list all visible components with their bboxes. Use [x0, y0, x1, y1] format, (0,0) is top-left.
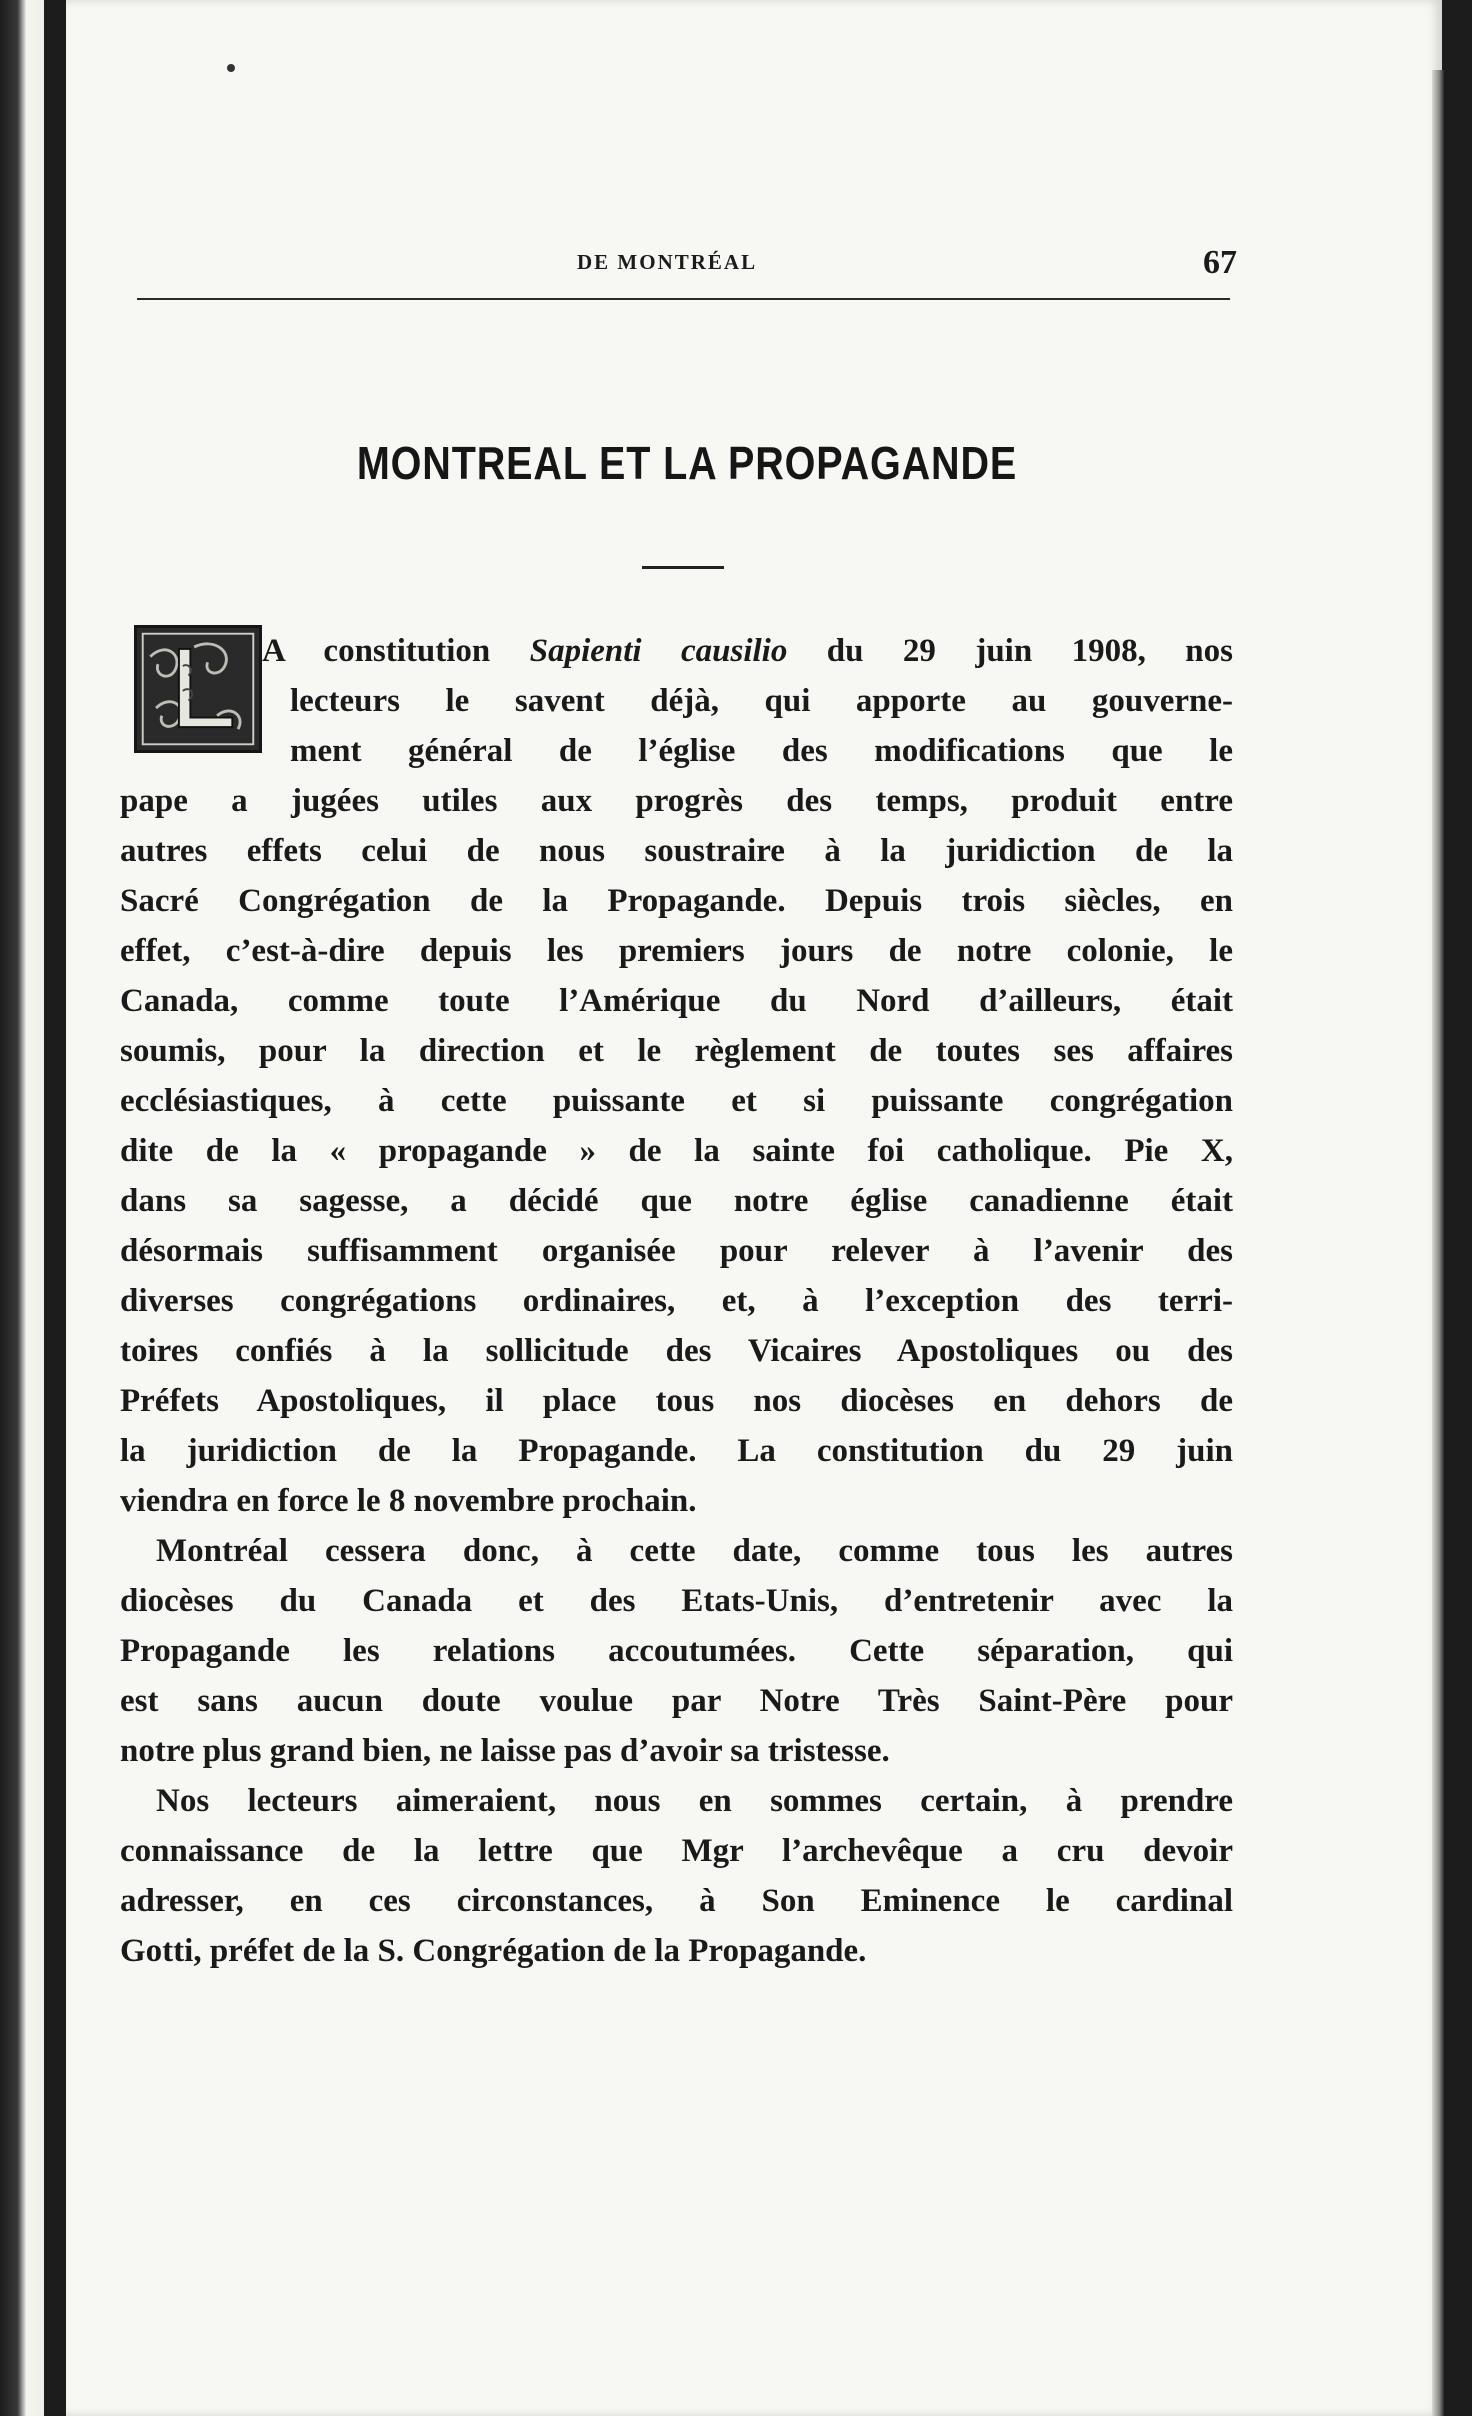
page-speck [227, 64, 235, 72]
text-line: ecclésiastiques, à cette puissante et si puissante congrégation [120, 1083, 1233, 1119]
text-line: adresser, en ces circonstances, à Son Eminence le cardinal [120, 1883, 1233, 1919]
text-line: dite de la « propagande » de la sainte foi catholique. Pie X, [120, 1133, 1233, 1169]
text-line: Gotti, préfet de la S. Congrégation de la Propagande. [120, 1933, 867, 1969]
text-line: toires confiés à la sollicitude des Vicaires Apostoliques ou des [120, 1333, 1233, 1369]
page-number: 67 [1203, 244, 1237, 281]
text-line: la juridiction de la Propagande. La constitution du 29 juin [120, 1433, 1233, 1469]
text-line: autres effets celui de nous soustraire à la juridiction de la [120, 833, 1233, 869]
text-line: Nos lecteurs aimeraient, nous en sommes certain, à prendre [156, 1783, 1233, 1819]
text-line [120, 626, 1233, 676]
chapter-title: MONTREAL ET LA PROPAGANDE [356, 437, 1018, 489]
text-line: Montréal cessera donc, à cette date, comme tous les autres [156, 1533, 1233, 1569]
text-line: connaissance de la lettre que Mgr l’archevêque a cru devoir [120, 1833, 1233, 1869]
text-line: notre plus grand bien, ne laisse pas d’avoir sa tristesse. [120, 1733, 890, 1769]
text-line: Préfets Apostoliques, il place tous nos diocèses en dehors de [120, 1383, 1233, 1419]
text-line: est sans aucun doute voulue par Notre Très Saint-Père pour [120, 1683, 1233, 1719]
text-line: effet, c’est-à-dire depuis les premiers jours de notre colonie, le [120, 933, 1233, 969]
text-line: diocèses du Canada et des Etats-Unis, d’entretenir avec la [120, 1583, 1233, 1619]
text-line: diverses congrégations ordinaires, et, à l’exception des terri- [120, 1283, 1233, 1319]
text-line: désormais suffisamment organisée pour relever à l’avenir des [120, 1233, 1233, 1269]
text-run: A constitution [262, 633, 530, 669]
page-edge-shadow [1432, 70, 1444, 2416]
italic-title: Sapienti causilio [529, 633, 788, 669]
text-line: lecteurs le savent déjà, qui apporte au gouverne- [290, 683, 1233, 719]
text-line: dans sa sagesse, a décidé que notre église canadienne était [120, 1183, 1233, 1219]
text-line: Canada, comme toute l’Amérique du Nord d’ailleurs, était [120, 983, 1233, 1019]
text-line: Propagande les relations accoutumées. Cette séparation, qui [120, 1633, 1233, 1669]
text-line: ment général de l’église des modifications que le [290, 733, 1233, 769]
text-line: pape a jugées utiles aux progrès des temps, produit entre [120, 783, 1233, 819]
facing-page-edge [0, 0, 44, 2416]
text-run: du 29 juin 1908, nos [787, 633, 1233, 669]
text-line: Sacré Congrégation de la Propagande. Depuis trois siècles, en [120, 883, 1233, 919]
text-line: viendra en force le 8 novembre prochain. [120, 1483, 697, 1519]
header-rule [137, 298, 1230, 300]
title-rule [642, 566, 724, 569]
article-body [120, 626, 1233, 1976]
running-head [137, 244, 1237, 284]
text-line: soumis, pour la direction et le règlement de toutes ses affaires [120, 1033, 1233, 1069]
running-title: DE MONTRÉAL [577, 250, 758, 274]
